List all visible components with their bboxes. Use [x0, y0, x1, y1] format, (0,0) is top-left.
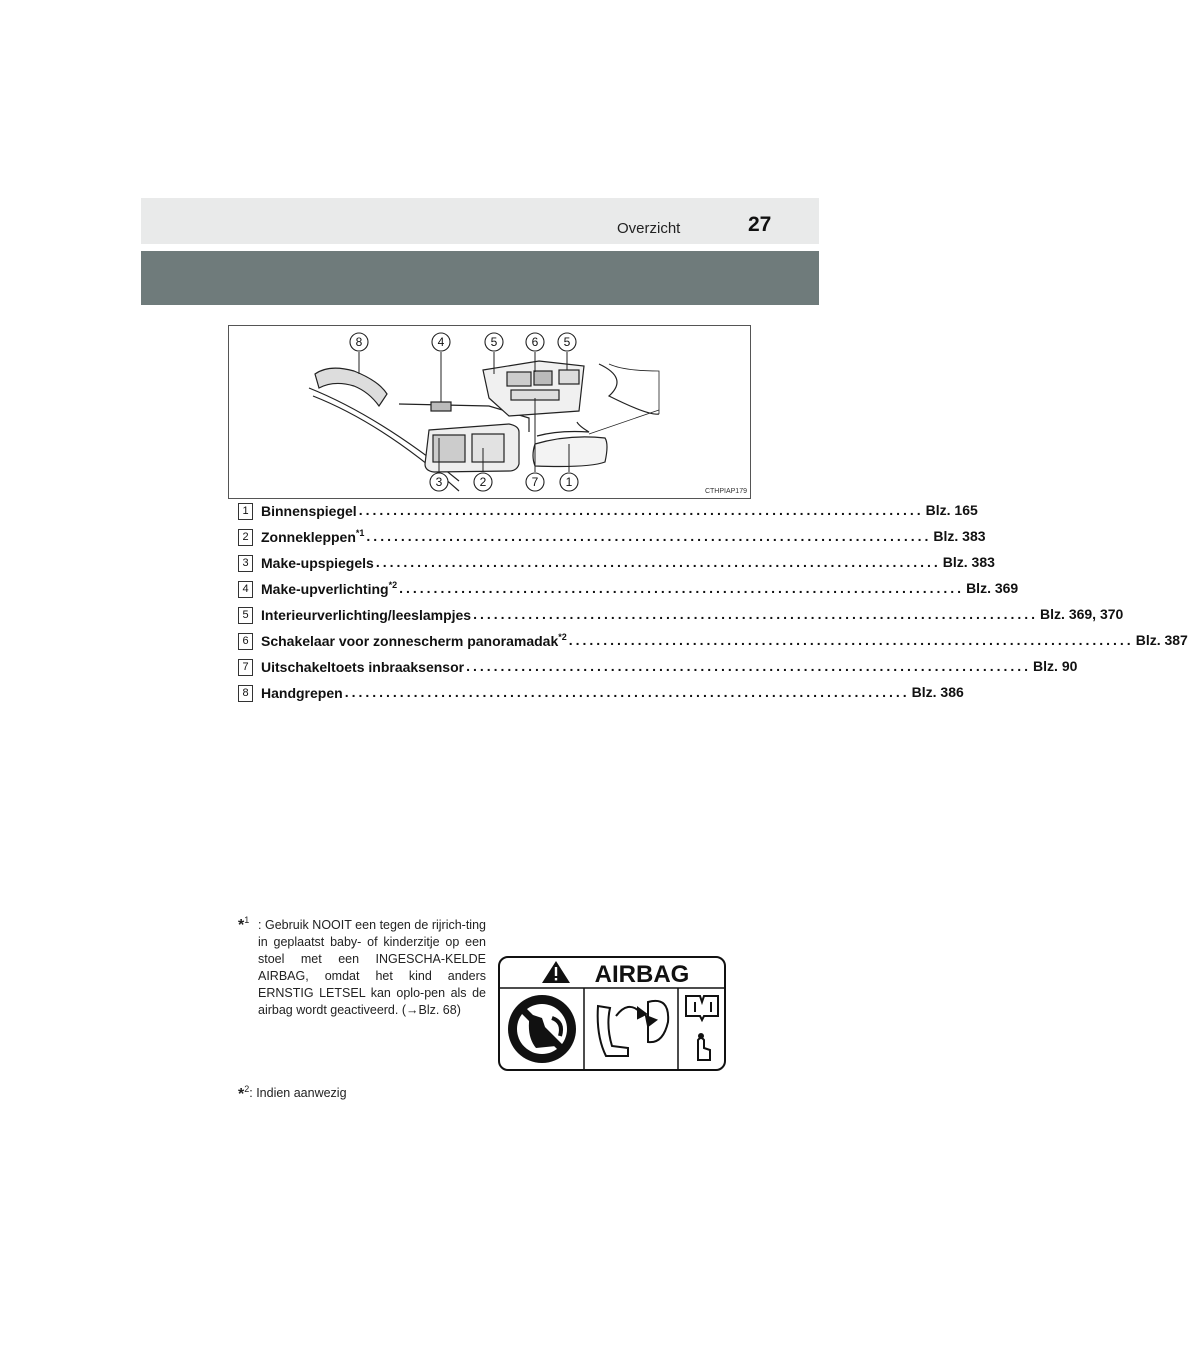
callout-bottom: 3 — [435, 475, 443, 489]
page-reference[interactable]: Blz. 383 — [933, 528, 986, 544]
leader-dots: .................................................................................. — [568, 632, 1134, 648]
footnote-text: : Indien aanwezig — [249, 1086, 347, 1100]
figure-code: CTHPIAP179 — [704, 488, 747, 495]
leader-dots: .................................................................................. — [358, 502, 924, 518]
item-number: 3 — [238, 555, 253, 572]
item-label: Handgrepen — [261, 685, 343, 701]
leader-dots: .................................................................................. — [399, 580, 965, 596]
list-item — [238, 580, 1019, 606]
page-reference[interactable]: Blz. 383 — [942, 554, 995, 570]
item-label: Zonnekleppen$^{*1}$ — [261, 528, 365, 545]
header-band — [141, 251, 819, 305]
callout-top: 6 — [531, 335, 539, 349]
footnote-marker: 2 — [244, 1084, 250, 1094]
component-list — [238, 502, 1188, 710]
footnote-star: * — [238, 1086, 245, 1103]
item-label: Make-upspiegels — [261, 555, 374, 571]
footnote-2 — [238, 1084, 347, 1104]
section-title: Overzicht — [617, 220, 681, 237]
overhead-console-drawing — [229, 326, 750, 498]
leader-dots: .................................................................................. — [375, 554, 941, 570]
item-label: Schakelaar voor zonnescherm panoramadak$^{*2}$ — [261, 632, 567, 649]
leader-dots: .................................................................................. — [466, 658, 1032, 674]
page-number: 27 — [748, 213, 772, 236]
item-number: 2 — [238, 529, 253, 546]
item-number: 7 — [238, 659, 253, 676]
list-item — [238, 606, 1124, 632]
item-number: 5 — [238, 607, 253, 624]
list-item — [238, 632, 1188, 658]
footnote-star: * — [238, 917, 245, 934]
item-number: 6 — [238, 633, 253, 650]
callout-top: 5 — [490, 335, 498, 349]
list-item — [238, 528, 986, 554]
footnote-marker: 1 — [244, 915, 250, 925]
interior-illustration — [228, 325, 751, 499]
item-number: 4 — [238, 581, 253, 598]
page-reference[interactable]: Blz. 165 — [925, 502, 978, 518]
list-item — [238, 684, 964, 710]
page-reference[interactable]: Blz. 369, 370 — [1040, 606, 1124, 622]
item-number: 1 — [238, 503, 253, 520]
page-reference[interactable]: Blz. 387 — [1135, 632, 1188, 648]
airbag-title: AIRBAG — [594, 961, 690, 988]
footnote-1 — [238, 912, 486, 1019]
item-number: 8 — [238, 685, 253, 702]
item-label: Uitschakeltoets inbraaksensor — [261, 659, 465, 675]
callout-bottom: 2 — [479, 475, 487, 489]
item-label: Binnenspiegel — [261, 503, 357, 519]
callout-bottom: 1 — [565, 475, 573, 489]
leader-dots: .................................................................................. — [366, 528, 932, 544]
list-item — [238, 658, 1078, 684]
callout-bottom: 7 — [531, 475, 539, 489]
item-label: Make-upverlichting$^{*2}$ — [261, 580, 398, 597]
no-child-seat-icon — [508, 995, 576, 1063]
callout-top: 4 — [437, 335, 445, 349]
airbag-warning-label — [498, 956, 726, 1071]
page-reference[interactable]: Blz. 90 — [1033, 658, 1078, 674]
page-reference[interactable]: Blz. 386 — [911, 684, 964, 700]
leader-dots: .................................................................................. — [473, 606, 1039, 622]
page-reference[interactable]: Blz. 369 — [966, 580, 1019, 596]
header-bar — [141, 198, 819, 244]
callout-top: 8 — [355, 335, 363, 349]
footnote-text: : Gebruik NOOIT een tegen de rijrich-ting in geplaatst baby- of kinderzitje op een stoel met een INGESCHA-KELDE AIRBAG, omdat het kind anders ERNSTIG LETSEL kan oplo-pen als de airbag wordt geactiveerd. (→Blz. 68) — [258, 918, 486, 1017]
item-label: Interieurverlichting/leeslampjes — [261, 607, 472, 623]
leader-dots: .................................................................................. — [344, 684, 910, 700]
callout-top: 5 — [563, 335, 571, 349]
list-item — [238, 554, 995, 580]
airbag-label-graphic — [498, 956, 726, 1071]
list-item — [238, 502, 978, 528]
